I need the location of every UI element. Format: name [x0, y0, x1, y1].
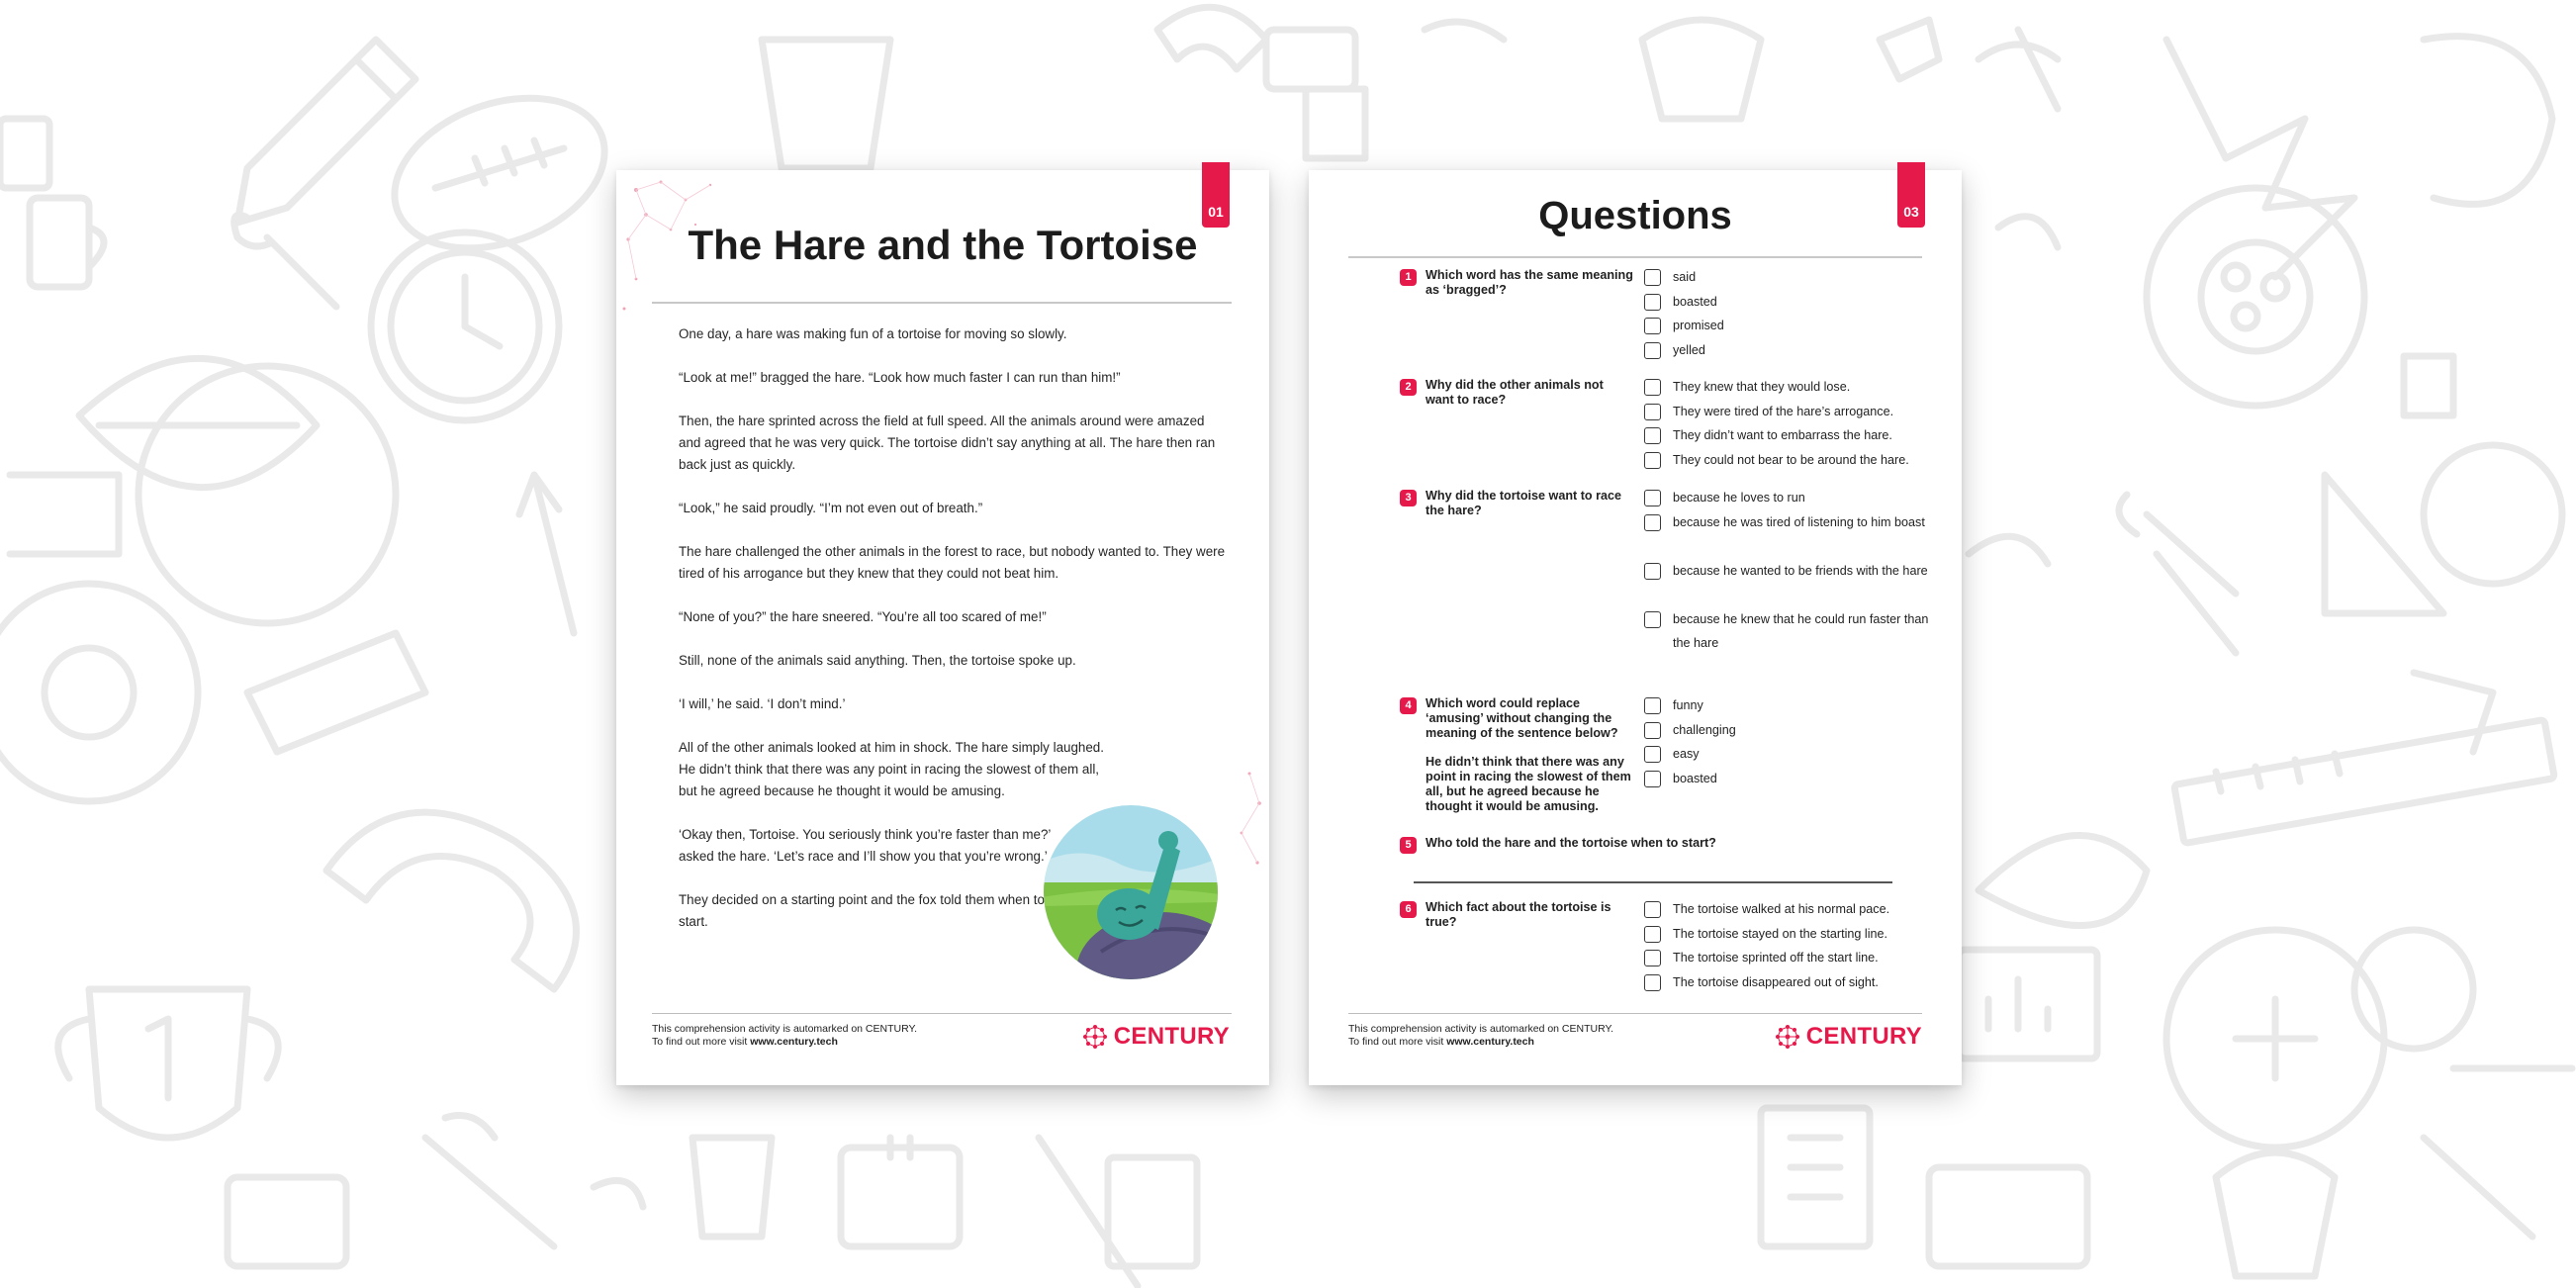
quoted-sentence: [1426, 755, 1633, 814]
answer-options: [1644, 696, 1941, 793]
option-label: easy: [1673, 747, 1700, 761]
decorative-dots: [1230, 764, 1269, 882]
answer-option[interactable]: [1644, 562, 1941, 610]
answer-options: [1644, 378, 1941, 475]
question-number: 2: [1400, 379, 1417, 396]
checkbox[interactable]: [1644, 404, 1661, 420]
footer-divider: [652, 1013, 1232, 1014]
footer-prefix: To find out more visit: [652, 1036, 751, 1048]
page-number-tab: [1202, 162, 1230, 228]
story-paragraph: ‘Okay then, Tortoise. You seriously think you’re faster than me?’ asked the hare. ‘Let’s race and I’ll show you that you’re wrong.’: [679, 827, 1051, 864]
option-label: because he loves to run: [1673, 491, 1805, 505]
footer-divider: [1348, 1013, 1922, 1014]
quote-end: .: [1595, 799, 1599, 813]
option-label: because he wanted to be friends with the hare: [1673, 563, 1928, 578]
answer-option[interactable]: [1644, 451, 1941, 476]
century-logo: [1775, 1023, 1922, 1051]
footer-prefix: To find out more visit: [1348, 1036, 1447, 1048]
checkbox[interactable]: [1644, 269, 1661, 286]
footer-text: [1348, 1023, 1613, 1049]
title-divider: [1348, 256, 1922, 258]
story-paragraph: “Look at me!” bragged the hare. “Look how much faster I can run than him!”: [679, 370, 1121, 385]
option-label: The tortoise sprinted off the start line.: [1673, 951, 1879, 965]
option-label: boasted: [1673, 771, 1717, 785]
question-number: 5: [1400, 837, 1417, 854]
footer-line: This comprehension activity is automarked on CENTURY.: [652, 1023, 918, 1035]
question-number: 6: [1400, 901, 1417, 918]
checkbox[interactable]: [1644, 771, 1661, 787]
option-label: They could not bear to be around the hare.: [1673, 452, 1909, 467]
footer-text: [652, 1023, 917, 1049]
footer-link[interactable]: www.century.tech: [1446, 1036, 1534, 1048]
page-number: 01: [1208, 204, 1224, 220]
question-text: Why did the other animals not want to race?: [1426, 378, 1604, 407]
checkbox[interactable]: [1644, 697, 1661, 714]
footer-line: This comprehension activity is automarked on CENTURY.: [1348, 1023, 1614, 1035]
checkbox[interactable]: [1644, 514, 1661, 531]
story-paragraph: ‘I will,’ he said. ‘I don’t mind.’: [679, 696, 846, 711]
checkbox[interactable]: [1644, 611, 1661, 628]
page-title: Questions: [1538, 194, 1732, 237]
century-logo: [1082, 1023, 1230, 1051]
story-paragraph: Still, none of the animals said anything. Then, the tortoise spoke up.: [679, 653, 1076, 668]
century-logo-icon: [1775, 1024, 1800, 1050]
story-page: [616, 170, 1269, 1085]
checkbox[interactable]: [1644, 563, 1661, 580]
title-divider: [652, 302, 1232, 304]
question-text: [1426, 696, 1633, 814]
question-text: Which word has the same meaning as ‘bragged’?: [1426, 268, 1633, 297]
option-label: because he was tired of listening to him boast: [1673, 514, 1925, 529]
checkbox[interactable]: [1644, 974, 1661, 991]
question-number: 1: [1400, 269, 1417, 286]
checkbox[interactable]: [1644, 427, 1661, 444]
checkbox[interactable]: [1644, 490, 1661, 506]
checkbox[interactable]: [1644, 379, 1661, 396]
option-label: funny: [1673, 698, 1703, 712]
answer-option[interactable]: [1644, 513, 1941, 562]
story-paragraph: They decided on a starting point and the fox told them when to start.: [679, 892, 1045, 929]
option-label: because he knew that he could run faster than the hare: [1673, 611, 1929, 650]
questions-page: [1309, 170, 1962, 1085]
page-title: The Hare and the Tortoise: [688, 222, 1198, 268]
question-text: Which fact about the tortoise is true?: [1426, 900, 1611, 929]
footer-link[interactable]: www.century.tech: [750, 1036, 838, 1048]
answer-option[interactable]: [1644, 770, 1941, 794]
checkbox[interactable]: [1644, 950, 1661, 966]
option-label: The tortoise stayed on the starting line.: [1673, 926, 1888, 941]
option-label: yelled: [1673, 342, 1705, 357]
option-label: The tortoise disappeared out of sight.: [1673, 974, 1879, 989]
question-number: 3: [1400, 490, 1417, 506]
story-paragraph: “Look,” he said proudly. “I’m not even out of breath.”: [679, 501, 983, 515]
answer-option[interactable]: [1644, 973, 1941, 998]
checkbox[interactable]: [1644, 722, 1661, 739]
story-paragraph: All of the other animals looked at him in shock. The hare simply laughed. He didn’t think that there was any point in racing the slowest of them all, but he agreed because he thought it would be amusing.: [679, 740, 1104, 798]
question-text: Who told the hare and the tortoise when to start?: [1426, 836, 1716, 850]
answer-line[interactable]: [1414, 881, 1892, 883]
century-logo-icon: [1082, 1024, 1108, 1050]
checkbox[interactable]: [1644, 901, 1661, 918]
story-paragraph: Then, the hare sprinted across the field at full speed. All the animals around were amazed and agreed that he was very quick. The tortoise didn’t say anything at all. The hare then ran back just as quickly.: [679, 414, 1216, 472]
answer-option[interactable]: [1644, 341, 1941, 366]
question-number: 4: [1400, 697, 1417, 714]
checkbox[interactable]: [1644, 342, 1661, 359]
century-logo-text: CENTURY: [1805, 1023, 1922, 1050]
question-text: Why did the tortoise want to race the hare?: [1426, 489, 1622, 517]
quote-highlight: amusing: [1543, 799, 1596, 813]
answer-options: [1644, 489, 1941, 659]
answer-options: [1644, 900, 1941, 997]
option-label: The tortoise walked at his normal pace.: [1673, 902, 1890, 916]
story-paragraph: One day, a hare was making fun of a tortoise for moving so slowly.: [679, 326, 1067, 341]
page-number: 03: [1903, 204, 1919, 220]
option-label: They knew that they would lose.: [1673, 380, 1851, 394]
answer-option[interactable]: [1644, 610, 1941, 659]
option-label: promised: [1673, 319, 1724, 332]
quote-text: He didn’t think that there was any point in racing the slowest of them all, but he agreed because he thought it would be: [1426, 755, 1631, 813]
checkbox[interactable]: [1644, 746, 1661, 763]
option-label: They didn’t want to embarrass the hare.: [1673, 428, 1892, 442]
checkbox[interactable]: [1644, 294, 1661, 311]
checkbox[interactable]: [1644, 926, 1661, 943]
story-paragraph: The hare challenged the other animals in the forest to race, but nobody wanted to. They were tired of his arrogance but they knew that they could not beat him.: [679, 544, 1226, 581]
option-label: They were tired of the hare’s arrogance.: [1673, 404, 1894, 418]
question-prompt: Which word could replace ‘amusing’ without changing the meaning of the sentence below?: [1426, 696, 1618, 740]
option-label: boasted: [1673, 294, 1717, 309]
story-paragraph: “None of you?” the hare sneered. “You’re all too scared of me!”: [679, 609, 1047, 624]
checkbox[interactable]: [1644, 318, 1661, 334]
checkbox[interactable]: [1644, 452, 1661, 469]
answer-options: [1644, 268, 1941, 365]
option-label: challenging: [1673, 722, 1736, 737]
century-logo-text: CENTURY: [1113, 1023, 1230, 1050]
option-label: said: [1673, 270, 1697, 284]
tortoise-illustration: [1042, 803, 1220, 981]
